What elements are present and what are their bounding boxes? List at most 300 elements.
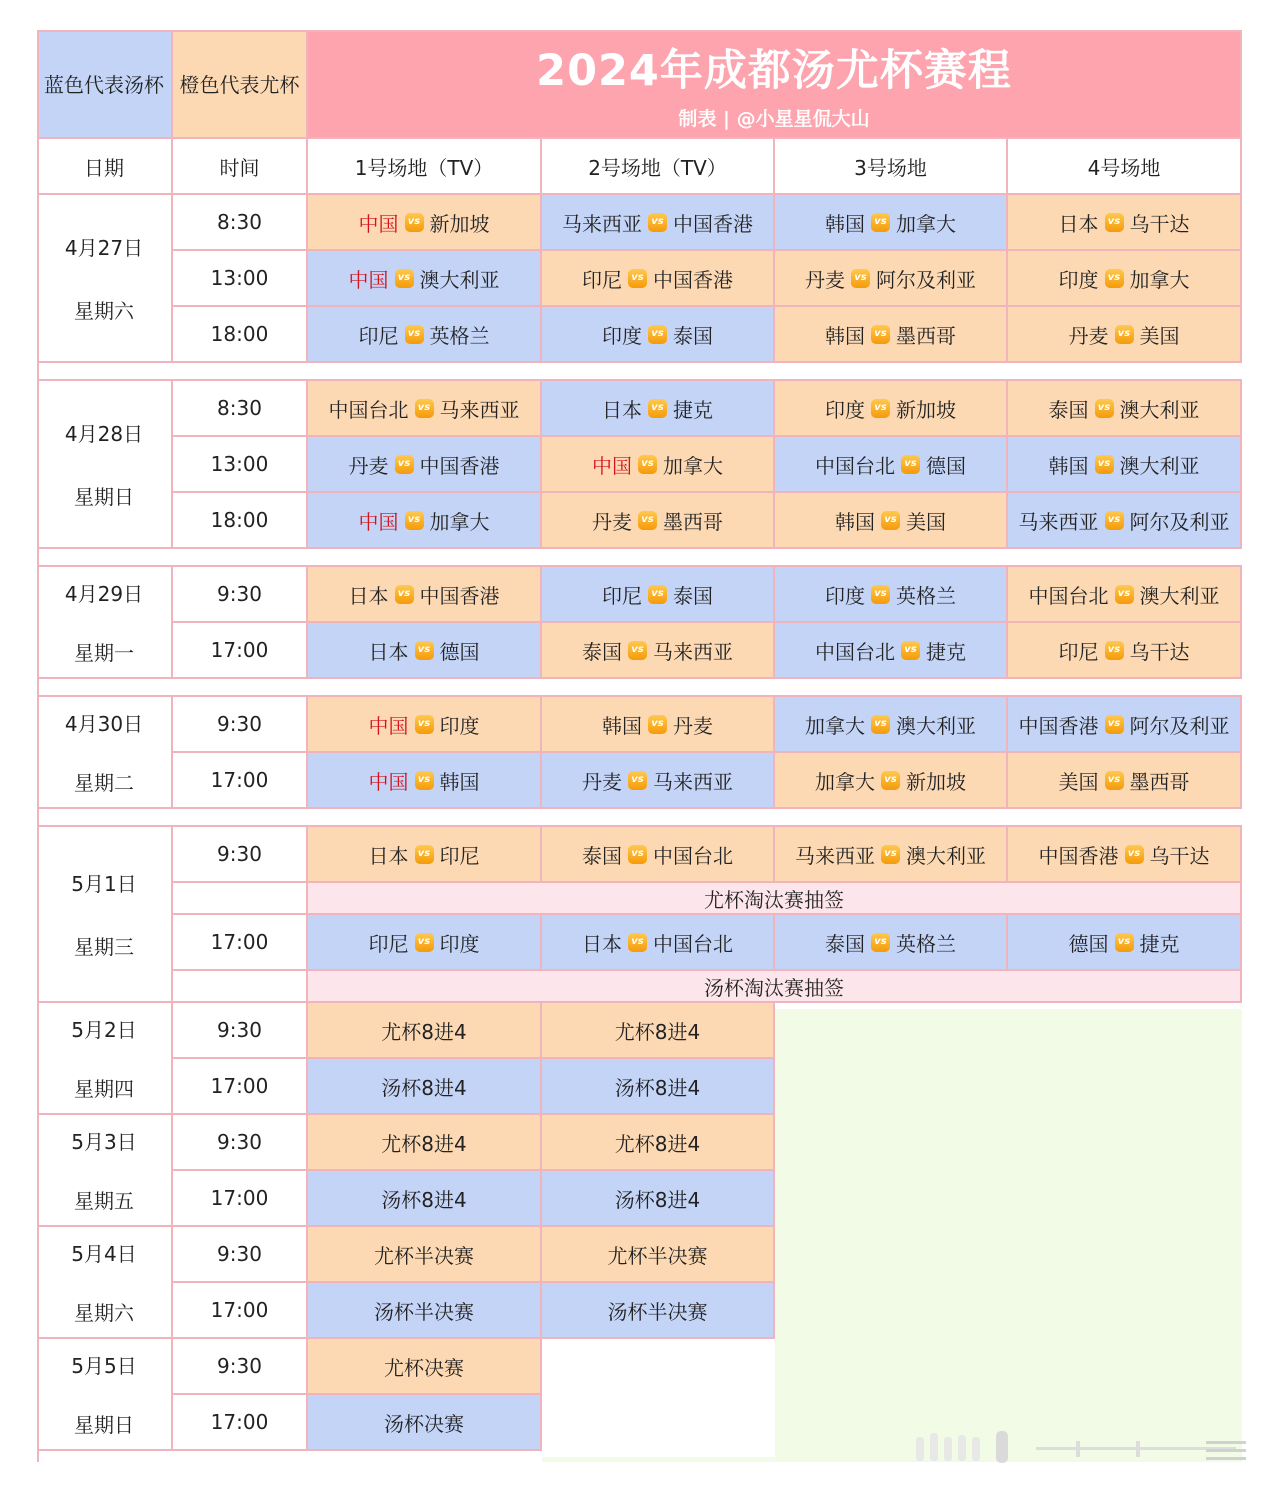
time-cell bbox=[173, 697, 308, 753]
time-label: 18:00 bbox=[210, 322, 269, 346]
date-cell bbox=[37, 381, 173, 549]
time-label: 13:00 bbox=[210, 452, 269, 476]
round-label: 汤杯8进4 bbox=[381, 1187, 467, 1212]
legend-blue-label: 蓝色代表汤杯 bbox=[44, 73, 164, 97]
vs-icon: vs bbox=[628, 933, 647, 952]
vs-icon: vs bbox=[628, 641, 647, 660]
vs-icon: vs bbox=[415, 771, 434, 790]
match-cell bbox=[775, 437, 1008, 493]
team-name: 中国台北 bbox=[815, 453, 895, 478]
knockout-cell bbox=[308, 1227, 542, 1283]
team-name: 丹麦 bbox=[582, 769, 622, 794]
date-cell bbox=[37, 567, 173, 679]
vs-icon: vs bbox=[1095, 399, 1114, 418]
team-name: 中国 bbox=[368, 713, 409, 738]
date-label: 4月28日 bbox=[64, 422, 144, 446]
team-name: 印尼 bbox=[1058, 639, 1099, 664]
weekday-label: 星期日 bbox=[74, 485, 134, 509]
round-label: 尤杯8进4 bbox=[614, 1019, 701, 1044]
vs-icon: vs bbox=[638, 455, 657, 474]
team-name: 中国香港 bbox=[419, 453, 500, 478]
team-name: 印尼 bbox=[602, 583, 642, 608]
time-cell bbox=[173, 1003, 308, 1059]
team-name: 加拿大 bbox=[805, 713, 865, 738]
time-cell bbox=[173, 567, 308, 623]
time-label: 17:00 bbox=[210, 930, 269, 954]
team-name: 中国 bbox=[368, 769, 409, 794]
time-cell bbox=[173, 827, 308, 883]
empty-courts-area bbox=[542, 1457, 775, 1462]
vs-icon: vs bbox=[405, 325, 424, 344]
match-cell bbox=[308, 307, 542, 363]
time-label: 17:00 bbox=[210, 1298, 269, 1322]
knockout-cell bbox=[542, 1283, 775, 1339]
team-name: 印度 bbox=[1058, 267, 1099, 292]
team-name: 澳大利亚 bbox=[906, 843, 986, 868]
vs-icon: vs bbox=[415, 933, 434, 952]
team-name: 中国 bbox=[358, 211, 399, 236]
date-cell bbox=[37, 827, 173, 1003]
column-header-court-1 bbox=[308, 139, 542, 195]
round-label: 汤杯8进4 bbox=[381, 1075, 467, 1100]
time-cell bbox=[173, 1339, 308, 1395]
team-name: 中国 bbox=[348, 267, 389, 292]
vs-icon: vs bbox=[648, 399, 667, 418]
vs-icon: vs bbox=[405, 511, 424, 530]
team-name: 韩国 bbox=[1048, 453, 1089, 478]
team-name: 捷克 bbox=[673, 397, 713, 422]
team-name: 日本 bbox=[368, 639, 409, 664]
team-name: 丹麦 bbox=[348, 453, 389, 478]
vs-icon: vs bbox=[415, 641, 434, 660]
time-label: 17:00 bbox=[210, 1186, 269, 1210]
date-cell bbox=[37, 1227, 173, 1339]
team-name: 印度 bbox=[602, 323, 642, 348]
legend-orange bbox=[173, 30, 308, 139]
team-name: 丹麦 bbox=[1068, 323, 1109, 348]
page-title: 2024年成都汤尤杯赛程 bbox=[536, 45, 1012, 96]
vs-icon: vs bbox=[415, 715, 434, 734]
knockout-cell bbox=[308, 1395, 542, 1451]
time-label: 17:00 bbox=[210, 1074, 269, 1098]
team-name: 阿尔及利亚 bbox=[876, 267, 976, 292]
date-cell bbox=[37, 195, 173, 363]
draw-ceremony-label: 汤杯淘汰赛抽签 bbox=[704, 975, 844, 1000]
date-label: 4月29日 bbox=[64, 582, 144, 606]
match-cell bbox=[1008, 493, 1242, 549]
column-header-label: 4号场地 bbox=[1087, 155, 1161, 180]
team-name: 德国 bbox=[926, 453, 966, 478]
weekday-label: 星期二 bbox=[74, 771, 134, 795]
match-cell bbox=[775, 915, 1008, 971]
match-cell bbox=[308, 195, 542, 251]
weekday-label: 星期三 bbox=[74, 935, 134, 959]
vs-icon: vs bbox=[851, 269, 870, 288]
team-name: 英格兰 bbox=[896, 931, 956, 956]
weekday-label: 星期六 bbox=[74, 299, 134, 323]
match-cell bbox=[775, 195, 1008, 251]
team-name: 美国 bbox=[906, 509, 946, 534]
time-label: 9:30 bbox=[217, 842, 262, 866]
team-name: 中国香港 bbox=[419, 583, 500, 608]
vs-icon: vs bbox=[871, 715, 890, 734]
draw-ceremony-row bbox=[308, 883, 1242, 915]
date-label: 5月4日 bbox=[71, 1242, 137, 1266]
knockout-cell bbox=[542, 1115, 775, 1171]
team-name: 乌干达 bbox=[1149, 843, 1210, 868]
time-label: 13:00 bbox=[210, 266, 269, 290]
time-cell bbox=[173, 1395, 308, 1451]
vs-icon: vs bbox=[1105, 771, 1124, 790]
draw-ceremony-label: 尤杯淘汰赛抽签 bbox=[704, 887, 844, 912]
match-cell bbox=[1008, 827, 1242, 883]
team-name: 马来西亚 bbox=[795, 843, 875, 868]
day-separator bbox=[37, 809, 1242, 827]
time-cell bbox=[173, 1059, 308, 1115]
date-label: 5月2日 bbox=[71, 1018, 137, 1042]
team-name: 中国香港 bbox=[653, 267, 733, 292]
vs-icon: vs bbox=[638, 511, 657, 530]
team-name: 新加坡 bbox=[906, 769, 966, 794]
vs-icon: vs bbox=[1105, 269, 1124, 288]
team-name: 印尼 bbox=[439, 843, 480, 868]
team-name: 美国 bbox=[1139, 323, 1180, 348]
team-name: 泰国 bbox=[1048, 397, 1089, 422]
vs-icon: vs bbox=[881, 845, 900, 864]
team-name: 韩国 bbox=[439, 769, 480, 794]
round-label: 汤杯决赛 bbox=[384, 1411, 464, 1436]
knockout-cell bbox=[542, 1171, 775, 1227]
header-banner bbox=[308, 30, 1242, 139]
match-cell bbox=[308, 437, 542, 493]
time-label: 18:00 bbox=[210, 508, 269, 532]
match-cell bbox=[1008, 251, 1242, 307]
knockout-cell bbox=[542, 1003, 775, 1059]
legend-blue bbox=[37, 30, 173, 139]
team-name: 捷克 bbox=[1139, 931, 1180, 956]
team-name: 阿尔及利亚 bbox=[1129, 509, 1230, 534]
time-label: 8:30 bbox=[217, 396, 262, 420]
match-cell bbox=[775, 251, 1008, 307]
match-cell bbox=[308, 493, 542, 549]
match-cell bbox=[308, 623, 542, 679]
match-cell bbox=[1008, 915, 1242, 971]
team-name: 墨西哥 bbox=[896, 323, 956, 348]
match-cell bbox=[775, 827, 1008, 883]
match-cell bbox=[308, 381, 542, 437]
round-label: 尤杯8进4 bbox=[614, 1131, 701, 1156]
team-name: 泰国 bbox=[582, 843, 622, 868]
vs-icon: vs bbox=[1105, 641, 1124, 660]
weekday-label: 星期一 bbox=[74, 641, 134, 665]
round-label: 尤杯决赛 bbox=[384, 1355, 464, 1380]
vs-icon: vs bbox=[1115, 325, 1134, 344]
team-name: 澳大利亚 bbox=[419, 267, 500, 292]
knockout-cell bbox=[308, 1115, 542, 1171]
time-cell bbox=[173, 623, 308, 679]
column-header-court-4 bbox=[1008, 139, 1242, 195]
team-name: 中国香港 bbox=[1038, 843, 1119, 868]
match-cell bbox=[308, 251, 542, 307]
time-cell bbox=[173, 195, 308, 251]
vs-icon: vs bbox=[405, 213, 424, 232]
knockout-cell bbox=[308, 1003, 542, 1059]
time-label: 9:30 bbox=[217, 1354, 262, 1378]
column-header-label: 日期 bbox=[84, 155, 124, 180]
team-name: 捷克 bbox=[926, 639, 966, 664]
team-name: 中国台北 bbox=[653, 931, 733, 956]
team-name: 德国 bbox=[439, 639, 480, 664]
team-name: 加拿大 bbox=[429, 509, 490, 534]
time-cell bbox=[173, 307, 308, 363]
vs-icon: vs bbox=[1105, 213, 1124, 232]
team-name: 泰国 bbox=[825, 931, 865, 956]
round-label: 汤杯半决赛 bbox=[374, 1299, 474, 1324]
team-name: 中国台北 bbox=[328, 397, 409, 422]
vs-icon: vs bbox=[648, 213, 667, 232]
team-name: 马来西亚 bbox=[439, 397, 520, 422]
time-label: 17:00 bbox=[210, 768, 269, 792]
knockout-cell bbox=[308, 1283, 542, 1339]
team-name: 乌干达 bbox=[1129, 211, 1190, 236]
date-cell bbox=[37, 1339, 173, 1451]
team-name: 加拿大 bbox=[896, 211, 956, 236]
time-label: 9:30 bbox=[217, 1018, 262, 1042]
time-cell-empty bbox=[173, 883, 308, 915]
team-name: 印度 bbox=[439, 931, 480, 956]
vs-icon: vs bbox=[648, 585, 667, 604]
day-separator bbox=[37, 679, 1242, 697]
team-name: 英格兰 bbox=[896, 583, 956, 608]
team-name: 马来西亚 bbox=[562, 211, 642, 236]
match-cell bbox=[1008, 623, 1242, 679]
vs-icon: vs bbox=[648, 715, 667, 734]
time-label: 8:30 bbox=[217, 210, 262, 234]
vs-icon: vs bbox=[1115, 933, 1134, 952]
team-name: 澳大利亚 bbox=[896, 713, 976, 738]
time-cell bbox=[173, 915, 308, 971]
team-name: 中国 bbox=[592, 453, 632, 478]
time-label: 9:30 bbox=[217, 1130, 262, 1154]
team-name: 澳大利亚 bbox=[1119, 453, 1200, 478]
time-label: 9:30 bbox=[217, 712, 262, 736]
column-header-court-3 bbox=[775, 139, 1008, 195]
match-cell bbox=[1008, 753, 1242, 809]
team-name: 墨西哥 bbox=[663, 509, 723, 534]
team-name: 日本 bbox=[1058, 211, 1099, 236]
time-cell bbox=[173, 1227, 308, 1283]
column-header-date bbox=[37, 139, 173, 195]
date-cell bbox=[37, 697, 173, 809]
date-label: 4月30日 bbox=[64, 712, 144, 736]
empty-courts-area bbox=[775, 1009, 1242, 1462]
round-label: 尤杯半决赛 bbox=[607, 1243, 708, 1268]
team-name: 韩国 bbox=[835, 509, 875, 534]
vs-icon: vs bbox=[871, 585, 890, 604]
team-name: 乌干达 bbox=[1129, 639, 1190, 664]
match-cell bbox=[542, 437, 775, 493]
vs-icon: vs bbox=[871, 325, 890, 344]
match-cell bbox=[775, 493, 1008, 549]
vs-icon: vs bbox=[415, 399, 434, 418]
weekday-label: 星期五 bbox=[74, 1189, 134, 1213]
match-cell bbox=[542, 753, 775, 809]
team-name: 中国 bbox=[358, 509, 399, 534]
date-label: 5月1日 bbox=[71, 872, 137, 896]
match-cell bbox=[542, 381, 775, 437]
team-name: 印度 bbox=[439, 713, 480, 738]
vs-icon: vs bbox=[871, 213, 890, 232]
knockout-cell bbox=[542, 1059, 775, 1115]
match-cell bbox=[308, 567, 542, 623]
vs-icon: vs bbox=[648, 325, 667, 344]
team-name: 日本 bbox=[602, 397, 642, 422]
time-cell bbox=[173, 1115, 308, 1171]
column-header-time bbox=[173, 139, 308, 195]
match-cell bbox=[308, 827, 542, 883]
column-header-label: 2号场地（TV） bbox=[588, 155, 727, 180]
team-name: 中国香港 bbox=[1018, 713, 1099, 738]
time-cell bbox=[173, 1283, 308, 1339]
team-name: 泰国 bbox=[673, 583, 713, 608]
team-name: 马来西亚 bbox=[1018, 509, 1099, 534]
schedule-table bbox=[37, 30, 1242, 1462]
day-separator bbox=[37, 363, 1242, 381]
vs-icon: vs bbox=[628, 845, 647, 864]
match-cell bbox=[542, 623, 775, 679]
weekday-label: 星期日 bbox=[74, 1413, 134, 1437]
vs-icon: vs bbox=[871, 399, 890, 418]
team-name: 加拿大 bbox=[815, 769, 875, 794]
match-cell bbox=[1008, 567, 1242, 623]
date-label: 4月27日 bbox=[64, 236, 144, 260]
match-cell bbox=[775, 753, 1008, 809]
match-cell bbox=[775, 567, 1008, 623]
team-name: 印度 bbox=[825, 397, 865, 422]
time-cell bbox=[173, 381, 308, 437]
match-cell bbox=[542, 567, 775, 623]
match-cell bbox=[775, 697, 1008, 753]
vs-icon: vs bbox=[628, 771, 647, 790]
match-cell bbox=[1008, 697, 1242, 753]
time-cell bbox=[173, 753, 308, 809]
team-name: 印尼 bbox=[368, 931, 409, 956]
match-cell bbox=[1008, 437, 1242, 493]
round-label: 汤杯8进4 bbox=[614, 1187, 701, 1212]
team-name: 中国台北 bbox=[1028, 583, 1109, 608]
team-name: 中国台北 bbox=[815, 639, 895, 664]
match-cell bbox=[775, 307, 1008, 363]
time-cell bbox=[173, 437, 308, 493]
match-cell bbox=[775, 623, 1008, 679]
team-name: 韩国 bbox=[825, 323, 865, 348]
team-name: 德国 bbox=[1068, 931, 1109, 956]
column-header-label: 3号场地 bbox=[854, 155, 927, 180]
time-label: 17:00 bbox=[210, 1410, 269, 1434]
column-header-court-2 bbox=[542, 139, 775, 195]
team-name: 新加坡 bbox=[429, 211, 490, 236]
column-header-label: 时间 bbox=[219, 155, 260, 180]
time-label: 9:30 bbox=[217, 1242, 262, 1266]
knockout-cell bbox=[542, 1227, 775, 1283]
date-cell bbox=[37, 1115, 173, 1227]
team-name: 韩国 bbox=[825, 211, 865, 236]
weekday-label: 星期六 bbox=[74, 1301, 134, 1325]
time-cell bbox=[173, 1171, 308, 1227]
page-subtitle: 制表 | @小星星侃大山 bbox=[678, 107, 870, 130]
round-label: 汤杯半决赛 bbox=[607, 1299, 708, 1324]
match-cell bbox=[1008, 195, 1242, 251]
round-label: 尤杯8进4 bbox=[381, 1131, 467, 1156]
team-name: 丹麦 bbox=[805, 267, 845, 292]
round-label: 尤杯半决赛 bbox=[374, 1243, 474, 1268]
team-name: 阿尔及利亚 bbox=[1129, 713, 1230, 738]
vs-icon: vs bbox=[1115, 585, 1134, 604]
team-name: 墨西哥 bbox=[1129, 769, 1190, 794]
match-cell bbox=[308, 915, 542, 971]
vs-icon: vs bbox=[1105, 511, 1124, 530]
vs-icon: vs bbox=[1125, 845, 1144, 864]
team-name: 中国台北 bbox=[653, 843, 733, 868]
vs-icon: vs bbox=[881, 511, 900, 530]
knockout-cell bbox=[308, 1339, 542, 1395]
draw-ceremony-row bbox=[308, 971, 1242, 1003]
vs-icon: vs bbox=[395, 455, 414, 474]
team-name: 英格兰 bbox=[429, 323, 490, 348]
vs-icon: vs bbox=[628, 269, 647, 288]
vs-icon: vs bbox=[901, 641, 920, 660]
vs-icon: vs bbox=[415, 845, 434, 864]
team-name: 印尼 bbox=[358, 323, 399, 348]
vs-icon: vs bbox=[1105, 715, 1124, 734]
weekday-label: 星期四 bbox=[74, 1077, 134, 1101]
time-label: 9:30 bbox=[217, 582, 262, 606]
team-name: 中国香港 bbox=[673, 211, 753, 236]
match-cell bbox=[775, 381, 1008, 437]
match-cell bbox=[542, 697, 775, 753]
date-cell bbox=[37, 1003, 173, 1115]
time-cell-empty bbox=[173, 971, 308, 1003]
team-name: 丹麦 bbox=[673, 713, 713, 738]
match-cell bbox=[308, 753, 542, 809]
match-cell bbox=[1008, 381, 1242, 437]
team-name: 美国 bbox=[1058, 769, 1099, 794]
vs-icon: vs bbox=[901, 455, 920, 474]
match-cell bbox=[542, 307, 775, 363]
vs-icon: vs bbox=[395, 269, 414, 288]
team-name: 印尼 bbox=[582, 267, 622, 292]
match-cell bbox=[542, 827, 775, 883]
vs-icon: vs bbox=[395, 585, 414, 604]
team-name: 日本 bbox=[348, 583, 389, 608]
vs-icon: vs bbox=[871, 933, 890, 952]
vs-icon: vs bbox=[881, 771, 900, 790]
date-label: 5月3日 bbox=[71, 1130, 137, 1154]
match-cell bbox=[542, 251, 775, 307]
watermark-icon bbox=[906, 1427, 1251, 1469]
match-cell bbox=[542, 493, 775, 549]
team-name: 印度 bbox=[825, 583, 865, 608]
legend-orange-label: 橙色代表尤杯 bbox=[179, 73, 300, 97]
day-separator bbox=[37, 549, 1242, 567]
date-label: 5月5日 bbox=[71, 1354, 137, 1378]
match-cell bbox=[1008, 307, 1242, 363]
team-name: 泰国 bbox=[582, 639, 622, 664]
team-name: 丹麦 bbox=[592, 509, 632, 534]
time-cell bbox=[173, 251, 308, 307]
team-name: 澳大利亚 bbox=[1139, 583, 1220, 608]
team-name: 日本 bbox=[582, 931, 622, 956]
